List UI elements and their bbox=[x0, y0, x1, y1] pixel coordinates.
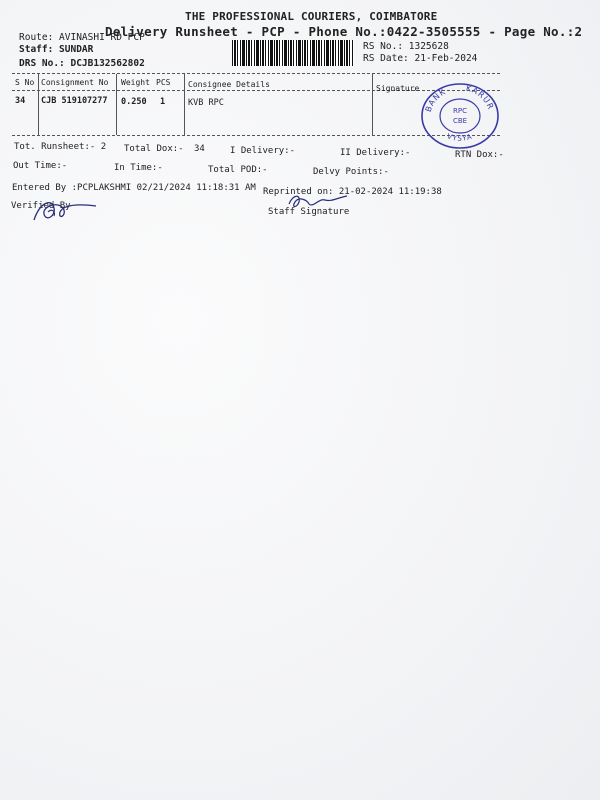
rtn-dox: RTN Dox:- bbox=[455, 150, 504, 160]
row-pcs: 1 bbox=[160, 97, 166, 107]
rs-date: RS Date: 21-Feb-2024 bbox=[363, 53, 478, 64]
col-divider bbox=[116, 74, 117, 135]
entered-by: Entered By :PCPLAKSHMI 02/21/2024 11:18:31 AM bbox=[12, 183, 256, 193]
row-consignee: KVB RPC bbox=[188, 98, 224, 108]
row-sno: 34 bbox=[15, 96, 26, 106]
col-header-weight: Weight bbox=[121, 78, 150, 87]
total-pod: Total POD:- bbox=[208, 165, 268, 175]
stamp-text-bottom: VYSYA bbox=[445, 132, 474, 143]
staff-signature bbox=[285, 192, 355, 214]
drs-number: DRS No.: DCJB132562802 bbox=[19, 58, 145, 69]
rs-number: RS No.: 1325628 bbox=[363, 41, 449, 52]
barcode bbox=[232, 40, 354, 66]
company-name: THE PROFESSIONAL COURIERS, COIMBATORE bbox=[185, 10, 438, 23]
stamp-text-top: KARUR bbox=[464, 83, 496, 112]
i-delivery: I Delivery:- bbox=[230, 146, 296, 156]
tot-runsheet: Tot. Runsheet:- 2 bbox=[14, 142, 107, 152]
verified-by: Verified By bbox=[11, 201, 71, 211]
col-divider bbox=[38, 74, 39, 135]
stamp-text-left: BANK bbox=[423, 86, 448, 114]
staff-signature-label: Staff Signature bbox=[268, 207, 350, 217]
row-consignment-no: CJB 519107277 bbox=[41, 96, 108, 106]
svg-text:VYSYA bbox=[446, 132, 474, 142]
delvy-points: Delvy Points:- bbox=[313, 167, 389, 177]
out-time: Out Time:- bbox=[13, 161, 68, 171]
col-header-consignee: Consignee Details bbox=[188, 80, 270, 89]
ii-delivery: II Delivery:- bbox=[340, 148, 411, 158]
in-time: In Time:- bbox=[114, 163, 163, 173]
col-header-consignment: Consignment No bbox=[41, 78, 109, 87]
table-top-rule bbox=[12, 73, 500, 74]
total-dox-label: Total Dox:- bbox=[124, 144, 184, 154]
stamp-center-2: CBE bbox=[452, 117, 468, 125]
col-header-pcs: PCS bbox=[156, 78, 171, 87]
reprinted-on: Reprinted on: 21-02-2024 11:19:38 bbox=[263, 187, 442, 197]
staff-label: Staff: SUNDAR bbox=[19, 44, 94, 55]
col-divider bbox=[184, 74, 185, 135]
col-header-sno: S No bbox=[15, 78, 35, 87]
route-label: Route: AVINASHI RD PCP bbox=[19, 32, 145, 43]
row-weight: 0.250 bbox=[121, 97, 147, 107]
total-dox-value: 34 bbox=[194, 144, 205, 154]
stamp-center-1: RPC bbox=[453, 107, 467, 115]
verifier-signature bbox=[30, 194, 100, 228]
col-divider bbox=[372, 74, 373, 135]
bank-stamp bbox=[418, 78, 502, 150]
col-header-signature: Signature bbox=[376, 84, 420, 93]
runsheet-title: Delivery Runsheet - PCP - Phone No.:0422-3505555 - Page No.:2 bbox=[105, 24, 583, 39]
